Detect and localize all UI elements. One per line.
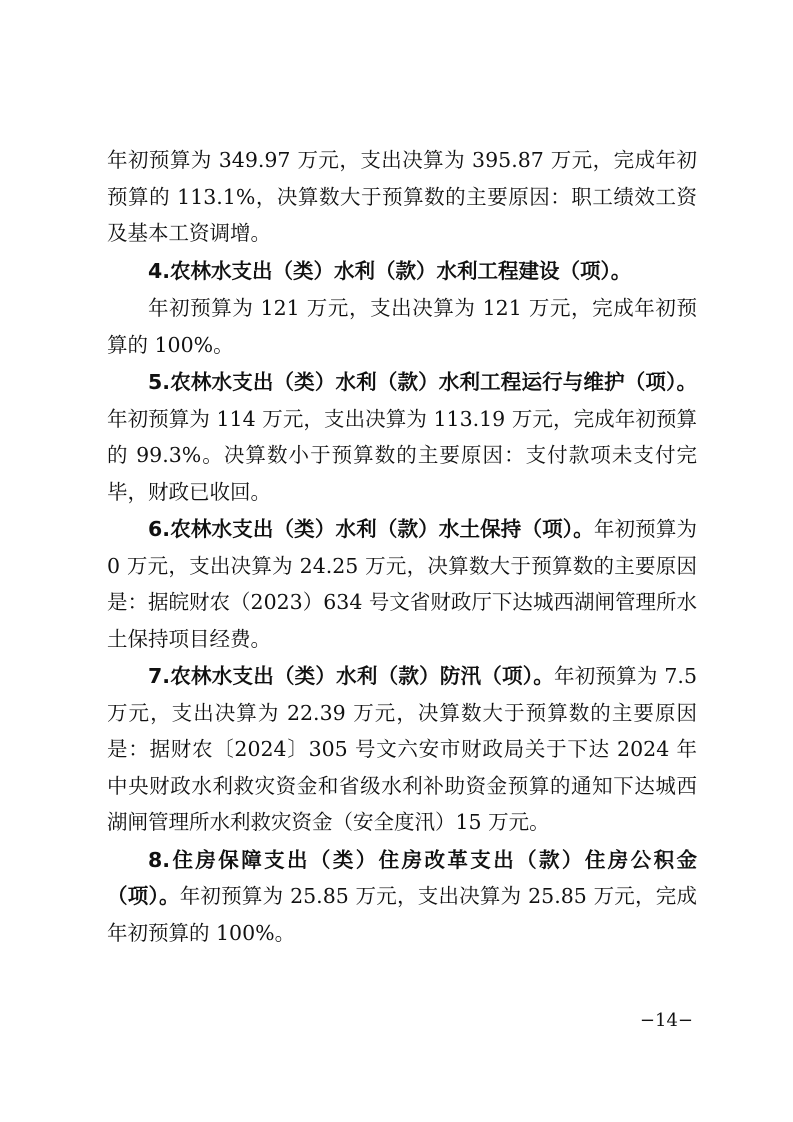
- paragraph-1-text: 年初预算为 349.97 万元，支出决算为 395.87 万元，完成年初预算的 113.1%，决算数大于预算数的主要原因：职工绩效工资及基本工资调增。: [107, 148, 697, 245]
- paragraph-5: [107, 511, 697, 657]
- paragraph-2: [107, 253, 697, 290]
- section-8-heading: 8.住房保障支出（类）住房改革支出（款）住房公积金（项）。: [107, 847, 697, 908]
- section-4-heading: 4.农林水支出（类）水利（款）水利工程建设（项）。: [148, 258, 632, 283]
- paragraph-6: [107, 658, 697, 841]
- section-8-text: 年初预算为 25.85 万元，支出决算为 25.85 万元，完成年初预算的 100%。: [107, 884, 697, 945]
- section-6-heading: 6.农林水支出（类）水利（款）水土保持（项）。: [148, 517, 594, 541]
- document-body: [107, 142, 697, 951]
- paragraph-4: [107, 364, 697, 510]
- page-number: −14−: [639, 1010, 693, 1031]
- paragraph-7: [107, 842, 697, 952]
- section-5-text: 年初预算为 114 万元，支出决算为 113.19 万元，完成年初预算的 99.3%。决算数小于预算数的主要原因：支付款项未支付完毕，财政已收回。: [107, 406, 697, 504]
- section-7-heading: 7.农林水支出（类）水利（款）防汛（项）。: [148, 664, 554, 688]
- paragraph-1: [107, 142, 697, 252]
- section-4-text: 年初预算为 121 万元，支出决算为 121 万元，完成年初预算的 100%。: [107, 296, 697, 357]
- section-6-text: 年初预算为 0 万元，支出决算为 24.25 万元，决算数大于预算数的主要原因是：据皖财农（2023）634 号文省财政厅下达城西湖闸管理所水土保持项目经费。: [107, 517, 697, 651]
- paragraph-3: [107, 290, 697, 363]
- section-7-text: 年初预算为 7.5 万元，支出决算为 22.39 万元，决算数大于预算数的主要原因是：据财农〔2024〕305 号文六安市财政局关于下达 2024 年中央财政水利救灾资金和省级水利补助资金预算的通知下达城西湖闸管理所水利救灾资金（安全度汛）15 万元。: [107, 664, 697, 834]
- section-5-heading: 5.农林水支出（类）水利（款）水利工程运行与维护（项）。: [148, 370, 697, 394]
